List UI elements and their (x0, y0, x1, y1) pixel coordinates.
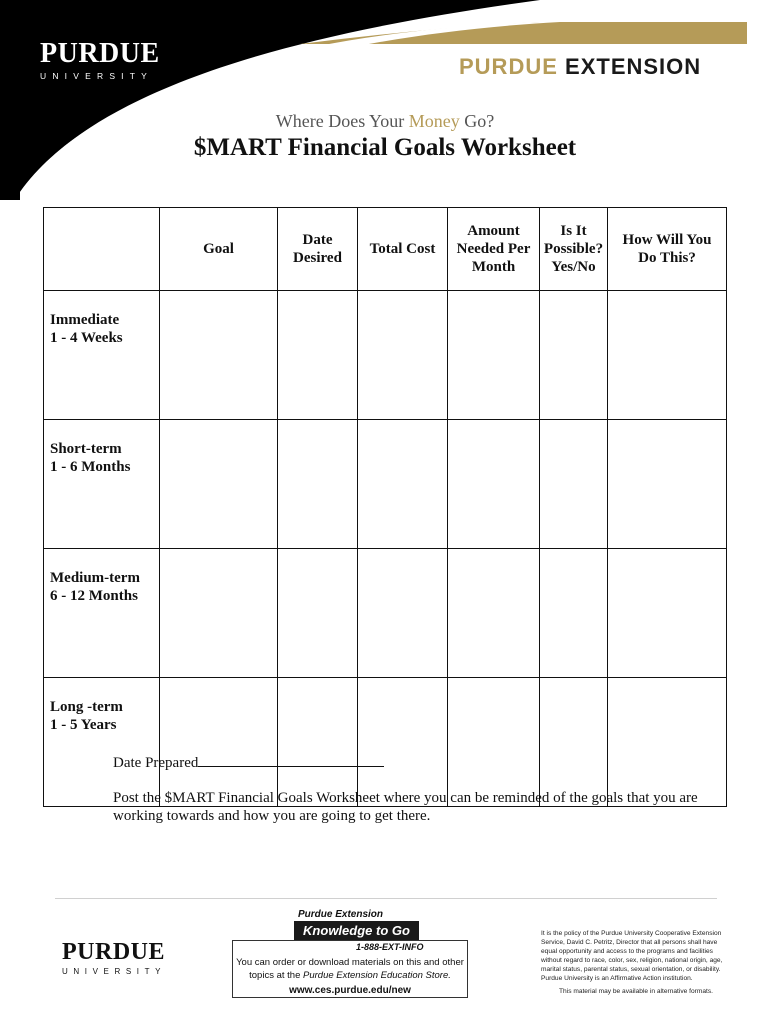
row-label-term: Long -term (50, 699, 123, 715)
ktg-brand: Purdue Extension (298, 909, 384, 920)
header-swoosh-graphic (0, 0, 770, 200)
table-row-medium-term (44, 549, 727, 678)
is-it-possible-cell[interactable] (540, 420, 608, 549)
header-text: Total Cost (369, 241, 436, 257)
row-label-range: 1 - 5 Years (50, 717, 117, 733)
header-text: Do This? (638, 250, 696, 266)
date-desired-cell[interactable] (278, 549, 358, 678)
extension-word-extension: EXTENSION (565, 54, 702, 79)
how-will-you-cell[interactable] (608, 420, 727, 549)
subtitle-money: Money (408, 111, 460, 131)
table-header-row (44, 208, 727, 291)
ktg-text-line2 (232, 970, 468, 981)
header-text: Amount (467, 223, 520, 239)
logo-word: PURDUE (40, 38, 160, 69)
alternative-formats-note: This material may be available in alternative formats. (559, 988, 713, 995)
goal-cell[interactable] (160, 420, 278, 549)
logo-subword: UNIVERSITY (40, 71, 154, 81)
footer-logo-word: PURDUE (62, 939, 165, 965)
is-it-possible-cell[interactable] (540, 678, 608, 807)
header-text: How Will You (622, 232, 712, 248)
ktg-phone: 1-888-EXT-INFO (356, 942, 424, 952)
page-subtitle (0, 111, 770, 132)
goals-worksheet-table (43, 207, 727, 807)
row-label (44, 291, 160, 420)
header-text: Is It (560, 223, 587, 239)
how-will-you-cell[interactable] (608, 678, 727, 807)
goal-cell[interactable] (160, 549, 278, 678)
total-cost-cell[interactable] (358, 291, 448, 420)
how-will-you-cell[interactable] (608, 291, 727, 420)
subtitle-pre: Where Does Your (275, 111, 409, 131)
header-cell-blank (44, 208, 160, 291)
ktg-banner: Knowledge to Go (294, 921, 419, 940)
header-text: Needed Per (456, 241, 531, 257)
purdue-extension-title (459, 54, 701, 80)
is-it-possible-cell[interactable] (540, 549, 608, 678)
footer-divider (55, 898, 717, 899)
header-cell-goal (160, 208, 278, 291)
date-desired-cell[interactable] (278, 291, 358, 420)
row-label (44, 678, 160, 807)
ktg-text-line1: You can order or download materials on this and other (236, 957, 464, 968)
table-row-long-term (44, 678, 727, 807)
total-cost-cell[interactable] (358, 549, 448, 678)
row-label-term: Immediate (50, 312, 120, 328)
row-label (44, 420, 160, 549)
header-text: Yes/No (551, 259, 596, 275)
goal-cell[interactable] (160, 678, 278, 807)
total-cost-cell[interactable] (358, 420, 448, 549)
header-cell-total-cost (358, 208, 448, 291)
row-label-range: 1 - 4 Weeks (50, 330, 123, 346)
goal-cell[interactable] (160, 291, 278, 420)
date-prepared-field[interactable] (198, 752, 384, 767)
header-text: Date (302, 232, 333, 248)
header-text: Goal (203, 241, 234, 257)
header-cell-amount-needed (448, 208, 540, 291)
date-desired-cell[interactable] (278, 678, 358, 807)
amount-needed-cell[interactable] (448, 291, 540, 420)
instructions-text: Post the $MART Financial Goals Worksheet where you can be reminded of the goals that you are working towards and how you are going to get there. (113, 790, 698, 824)
total-cost-cell[interactable] (358, 678, 448, 807)
header-text: Desired (293, 250, 342, 266)
row-label (44, 549, 160, 678)
ktg-store-link[interactable]: Purdue Extension Education Store. (303, 970, 451, 981)
row-label-term: Medium-term (50, 570, 140, 586)
row-label-term: Short-term (50, 441, 122, 457)
date-prepared-label: Date Prepared (113, 755, 199, 771)
extension-word-purdue: PURDUE (459, 54, 558, 79)
table-row-immediate (44, 291, 727, 420)
date-prepared (113, 752, 384, 772)
table-row-short-term (44, 420, 727, 549)
amount-needed-cell[interactable] (448, 678, 540, 807)
header-cell-how-will-you (608, 208, 727, 291)
purdue-university-logo (40, 40, 160, 81)
amount-needed-cell[interactable] (448, 549, 540, 678)
ktg-line2-pre: topics at the (249, 970, 303, 981)
header-cell-date-desired (278, 208, 358, 291)
subtitle-post: Go? (459, 111, 495, 131)
policy-statement: It is the policy of the Purdue University Cooperative Extension Service, David C. Petritz, Director that all persons shall have equal opportunity and access to the programs and facilities without regard to race, color, sex, religion, national origin, age, marital status, parental status, sexual orientation, or disability. Purdue University is an Affirmative Action institution. (541, 930, 723, 982)
ktg-url-link[interactable]: www.ces.purdue.edu/new (289, 985, 411, 996)
is-it-possible-cell[interactable] (540, 291, 608, 420)
header-text: Possible? (543, 241, 604, 257)
row-label-range: 6 - 12 Months (50, 588, 138, 604)
footer-logo-subword: UNIVERSITY (62, 967, 167, 976)
header-cell-is-it-possible (540, 208, 608, 291)
how-will-you-cell[interactable] (608, 549, 727, 678)
date-desired-cell[interactable] (278, 420, 358, 549)
header-text: Month (471, 259, 516, 275)
page-title: $MART Financial Goals Worksheet (193, 134, 577, 161)
amount-needed-cell[interactable] (448, 420, 540, 549)
purdue-university-logo-footer (62, 940, 166, 976)
row-label-range: 1 - 6 Months (50, 459, 131, 475)
